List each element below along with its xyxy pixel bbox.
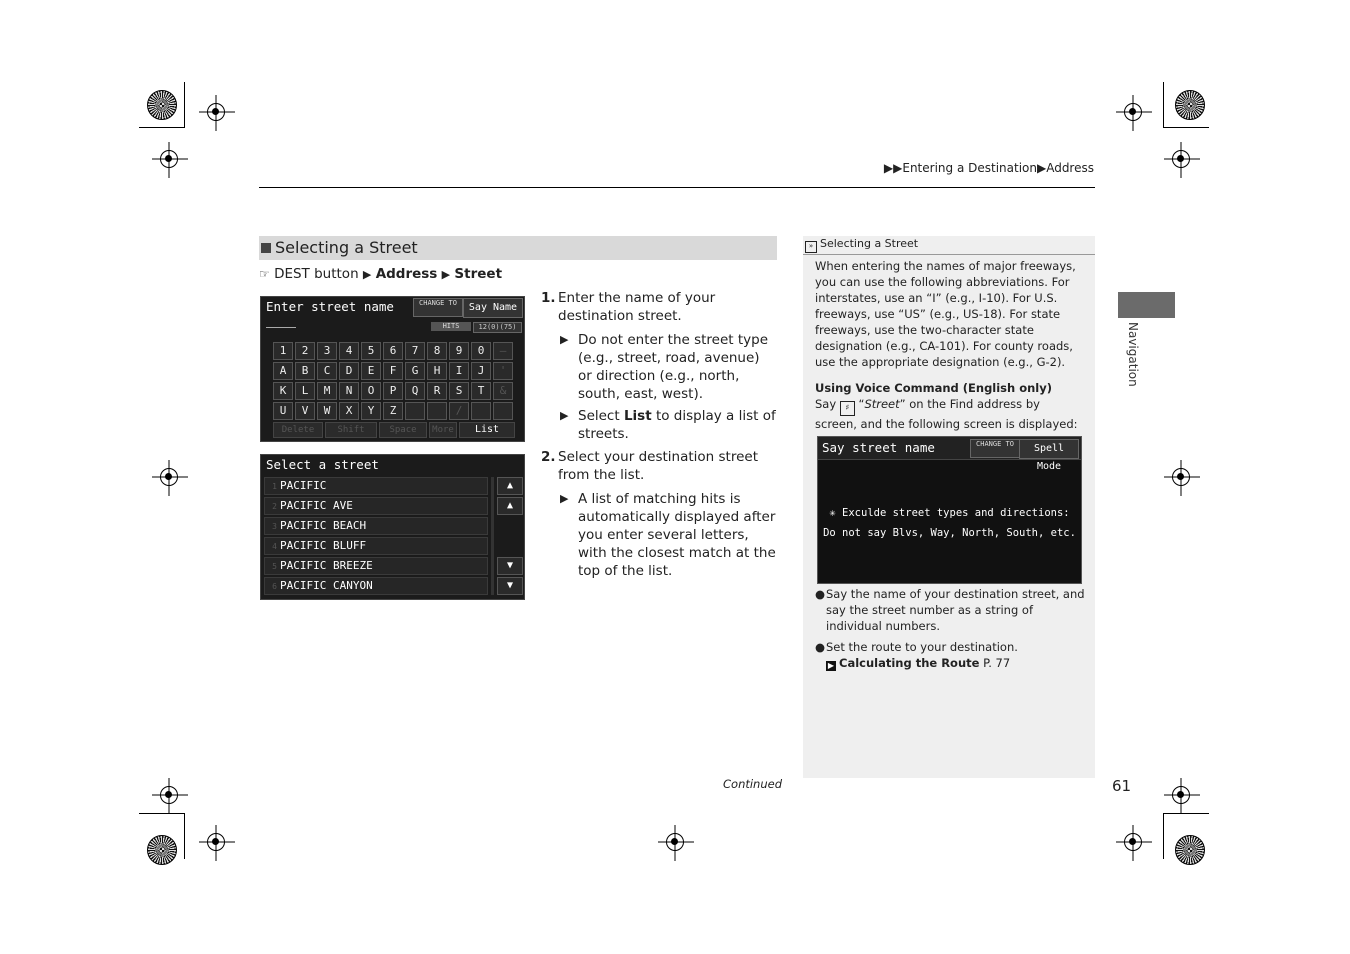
star-target-top-right — [1175, 90, 1205, 120]
registration-mark — [160, 468, 178, 486]
keyboard-key[interactable]: V — [295, 402, 315, 420]
keyboard-key[interactable]: J — [471, 362, 491, 380]
keyboard-key[interactable]: 4 — [339, 342, 359, 360]
list-item-name: PACIFIC — [280, 479, 327, 492]
continued-label: Continued — [723, 777, 783, 791]
keyboard-key[interactable]: B — [295, 362, 315, 380]
say-street-screen — [817, 436, 1082, 584]
star-target-top-left — [147, 90, 177, 120]
keyboard-key[interactable]: 7 — [405, 342, 425, 360]
voice-talk-icon: ♯ — [840, 401, 855, 416]
keyboard-key[interactable] — [493, 402, 513, 420]
keyboard-key[interactable]: 6 — [383, 342, 403, 360]
registration-mark — [1172, 468, 1190, 486]
list-item-name: PACIFIC BREEZE — [280, 559, 373, 572]
screen-title: Say street name — [822, 440, 935, 455]
list-item-number: 6 — [272, 582, 277, 591]
list-item-name: PACIFIC BEACH — [280, 519, 367, 532]
registration-mark — [1124, 833, 1142, 851]
voice-heading: Using Voice Command (English only) — [815, 381, 1053, 395]
menu-path: ☞ DEST button ▶ Address ▶ Street — [259, 266, 503, 282]
change-to-button[interactable]: CHANGE TO — [413, 298, 463, 317]
keyboard-key[interactable]: R — [427, 382, 447, 400]
list-item-number: 5 — [272, 562, 277, 571]
keyboard-key[interactable]: F — [383, 362, 403, 380]
keyboard-key[interactable] — [427, 402, 447, 420]
keyboard-key[interactable]: 5 — [361, 342, 381, 360]
keyboard-key[interactable]: 1 — [273, 342, 293, 360]
step-1: 1. Enter the name of your destination street. — [541, 290, 716, 324]
keyboard-key[interactable]: E — [361, 362, 381, 380]
registration-mark — [207, 103, 225, 121]
sidebar-bullet-1: ● Say the name of your destination street, and say the street number as a string of individual numbers. — [815, 587, 1085, 633]
down-arrow-icon: ▼ — [506, 560, 514, 571]
step-2: 2. Select your destination street from the list. — [541, 449, 759, 483]
screen-title: Select a street — [266, 457, 379, 472]
keyboard-key[interactable]: N — [339, 382, 359, 400]
keyboard-key[interactable]: 0 — [471, 342, 491, 360]
step-1-bullet-2: ▶ Select List to display a list of streets. — [560, 408, 776, 442]
square-bullet-icon — [261, 243, 271, 253]
keyboard-key[interactable]: 2 — [295, 342, 315, 360]
keyboard-key[interactable]: D — [339, 362, 359, 380]
arrow-bullet-icon: ▶ — [560, 409, 569, 422]
up-arrow-icon: ▲ — [506, 500, 514, 511]
arrow-bullet-icon: ▶ — [560, 333, 569, 346]
more-button[interactable]: More — [429, 422, 457, 438]
text-cursor — [266, 321, 296, 328]
registration-mark — [1172, 786, 1190, 804]
list-button[interactable]: List — [459, 422, 515, 438]
sidebar-header: » Selecting a Street — [803, 236, 1095, 255]
keyboard-key[interactable]: 3 — [317, 342, 337, 360]
scroll-up-button[interactable] — [497, 497, 523, 515]
street-list-item[interactable] — [264, 477, 488, 495]
spell-mode-button[interactable]: Spell Mode — [1019, 439, 1079, 459]
keyboard-key[interactable]: Z — [383, 402, 403, 420]
hits-count: 12(0)(75) — [473, 322, 522, 333]
keyboard-key[interactable]: & — [493, 382, 513, 400]
say-instruction-line-1: ✳ Exculde street types and directions: — [829, 507, 1070, 519]
step-1-bullet-1: ▶ Do not enter the street type (e.g., street, road, avenue) or direction (e.g., north, south, east, west). — [560, 332, 769, 402]
keyboard-key[interactable]: X — [339, 402, 359, 420]
step-2-bullet-1: ▶ A list of matching hits is automatically displayed after you enter several letters, with the closest match at the top of the list. — [560, 491, 776, 579]
keyboard-key[interactable]: 8 — [427, 342, 447, 360]
keyboard-key[interactable]: L — [295, 382, 315, 400]
keyboard-key[interactable]: 9 — [449, 342, 469, 360]
star-target-bottom-left — [147, 835, 177, 865]
keyboard-key[interactable]: C — [317, 362, 337, 380]
keyboard-key[interactable] — [405, 402, 425, 420]
page-up-button[interactable] — [497, 477, 523, 495]
arrow-bullet-icon: ▶ — [560, 492, 569, 505]
keyboard-key[interactable]: S — [449, 382, 469, 400]
header-rule — [259, 187, 1095, 188]
keyboard-key[interactable]: ' — [493, 362, 513, 380]
chapter-tab — [1118, 292, 1175, 318]
list-item-name: PACIFIC AVE — [280, 499, 353, 512]
keyboard-key[interactable]: O — [361, 382, 381, 400]
keyboard-key[interactable]: T — [471, 382, 491, 400]
star-target-bottom-right — [1175, 835, 1205, 865]
list-item-number: 4 — [272, 542, 277, 551]
voice-command-section: Using Voice Command (English only) Say ♯ “Street” on the Find address by screen, and the following screen is displayed: — [815, 381, 1078, 431]
keyboard-key[interactable]: / — [449, 402, 469, 420]
street-list-item[interactable] — [264, 577, 488, 595]
chapter-label: Navigation — [1126, 322, 1140, 387]
sidebar-bullet-2: ● Set the route to your destination. ▶ Calculating the Route P. 77 — [815, 640, 1018, 670]
keyboard-key[interactable] — [471, 402, 491, 420]
street-list-screen — [260, 454, 525, 600]
keyboard-screen — [260, 296, 525, 442]
keyboard-key[interactable]: K — [273, 382, 293, 400]
keyboard-key[interactable]: — — [493, 342, 513, 360]
street-list-item[interactable] — [264, 537, 488, 555]
keyboard-key[interactable]: P — [383, 382, 403, 400]
street-list-item[interactable] — [264, 497, 488, 515]
breadcrumb: ▶▶Entering a Destination▶Address — [883, 161, 1094, 175]
list-item-number: 2 — [272, 502, 277, 511]
note-marker-icon: » — [805, 241, 817, 253]
say-instruction-line-2: Do not say Blvs, Way, North, South, etc. — [823, 527, 1076, 539]
change-to-button[interactable]: CHANGE TO — [970, 439, 1020, 458]
scroll-down-button[interactable] — [497, 557, 523, 575]
shift-button[interactable]: Shift — [325, 422, 377, 438]
section-title: Selecting a Street — [259, 236, 777, 260]
registration-mark — [207, 833, 225, 851]
page-number: 61 — [1112, 777, 1132, 795]
hand-icon: ☞ — [259, 267, 270, 281]
street-list-item[interactable] — [264, 517, 488, 535]
space-button[interactable]: Space — [379, 422, 427, 438]
sidebar-bullets — [815, 586, 1085, 671]
registration-mark — [1172, 150, 1190, 168]
keyboard-key[interactable]: Q — [405, 382, 425, 400]
keyboard-key[interactable]: I — [449, 362, 469, 380]
keyboard-key[interactable]: H — [427, 362, 447, 380]
list-item-number: 3 — [272, 522, 277, 531]
keyboard-key[interactable]: Y — [361, 402, 381, 420]
registration-mark — [1124, 103, 1142, 121]
say-name-button[interactable]: Say Name — [463, 298, 523, 318]
keyboard-key[interactable]: G — [405, 362, 425, 380]
delete-button[interactable]: Delete — [273, 422, 323, 438]
list-item-name: PACIFIC CANYON — [280, 579, 373, 592]
keyboard-key[interactable]: U — [273, 402, 293, 420]
calculating-route-link[interactable]: ▶ Calculating the Route P. 77 — [827, 656, 1011, 670]
keyboard-key[interactable]: A — [273, 362, 293, 380]
screen-title: Enter street name — [266, 299, 394, 314]
steps — [541, 289, 777, 580]
page-down-button[interactable] — [497, 577, 523, 595]
sidebar-intro: When entering the names of major freeways, you can use the following abbreviations. For interstates, use an “I” (e.g., I-10). For U.S. freeways, use “US” (e.g., US-18). For state freeways, use the two-character state designation (e.g., CA-101). For county roads, use the appropriate designation (e.g., G-2). — [815, 259, 1076, 369]
link-arrow-icon: ▶ — [827, 661, 835, 670]
scrollbar[interactable] — [491, 477, 494, 595]
registration-mark — [666, 833, 684, 851]
street-list-item[interactable] — [264, 557, 488, 575]
keyboard-key[interactable]: M — [317, 382, 337, 400]
double-down-arrow-icon: ▼ — [506, 580, 514, 591]
keyboard-key[interactable]: W — [317, 402, 337, 420]
hits-label: HITS — [431, 322, 471, 331]
list-item-name: PACIFIC BLUFF — [280, 539, 367, 552]
double-up-arrow-icon: ▲ — [506, 480, 514, 491]
list-item-number: 1 — [272, 482, 277, 491]
registration-mark — [160, 150, 178, 168]
registration-mark — [160, 786, 178, 804]
